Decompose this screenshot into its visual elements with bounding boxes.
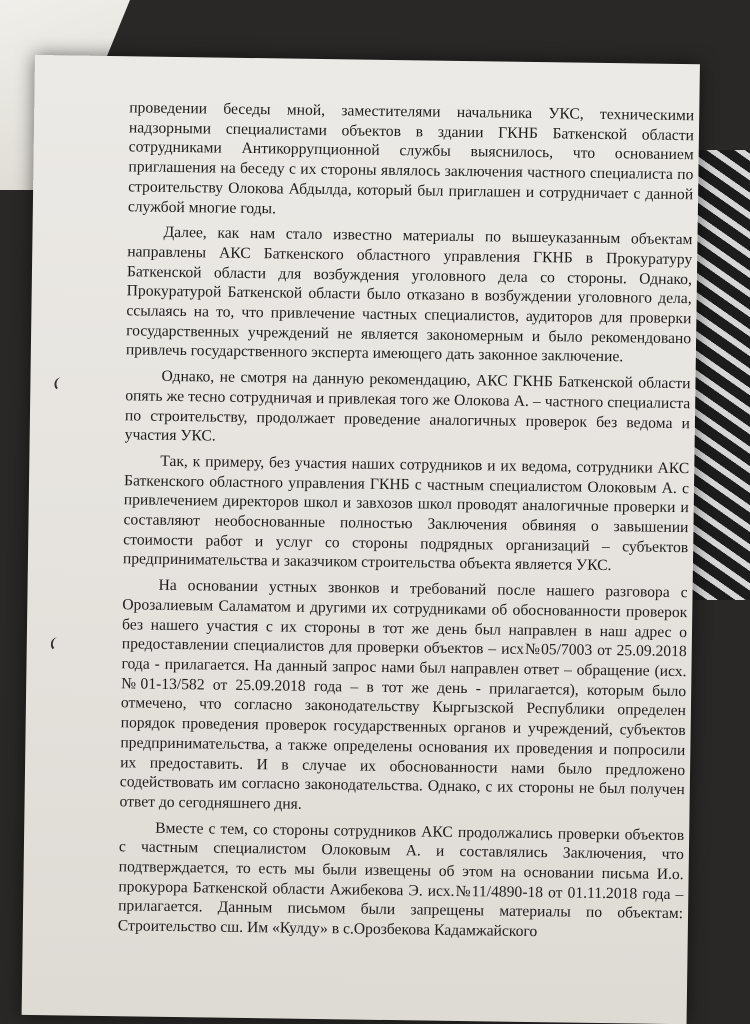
paragraph: Однако, не смотря на данную рекомендацию, АКС ГКНБ Баткенской области опять же тесно сотрудничая и привлекая того же Олокова А. – частного специалиста по строительству, продолжает проведение аналогичных проверок без ведома и участия УКС. — [124, 367, 691, 445]
paragraph: Вместе с тем, со стороны сотрудников АКС продолжались проверки объектов с частным специалистом Олоковым А. и составлялись Заключения, что подтверждается, то есть мы были извещены об этом на основании письма И.о. прокурора Баткенской области Ажибекова Э. исх.№11/4890-18 от 01.11.2018 года – прилагается. Данным письмом были запрещены материалы по объектам: Строительство сш. Им «Кулду» в с.Орозбекова Кадамжайского — [117, 819, 685, 941]
punch-hole-mark — [51, 637, 65, 651]
document-body — [118, 98, 695, 950]
paragraph: На основании устных звонков и требований после нашего разговора с Орозалиевым Саламатом и другими их сотрудниками об обоснованности проверок без нашего участия с их стороны в тот же день был направлен в наш адрес о предоставлении специалистов для проверки объектов – исх№05/7003 от 25.09.2018 года - прилагается. На данный запрос нами был направлен ответ – обращение (исх.№01-13/582 от 25.09.2018 года – в тот же день - прилагается), которым было отмечено, что согласно законодательству Кыргызской Республики определен порядок проведения проверок государственных органов и учреждений, субъектов предпринимательства, а также определены основания их проведения и попросили их предоставить. И в случае их обоснованности нами было предложено содействовать им согласно законодательства. Однако, с их стороны не был получен ответ до сегодняшнего дня. — [119, 576, 688, 813]
document-page — [22, 55, 700, 1024]
paragraph: Так, к примеру, без участия наших сотрудников и их ведома, сотрудники АКС Баткенского областного управления ГКНБ с частным специалистом Олоковым А. с привлечением директоров школ и завхозов школ проводят аналогичные проверки и составляют необоснованные полностью Заключения обвиняя о завышении стоимости работ и услуг со стороны подрядных организаций – субъектов предпринимательства и заказчиком строительства объекта является УКС. — [122, 452, 690, 575]
background-fabric — [690, 150, 750, 600]
paragraph: проведении беседы мной, заместителями начальника УКС, техническими надзорными специалистами объектов в здании ГКНБ Баткенской области сотрудниками Антикоррупционной службы выяснилось, что основанием приглашения на беседу с их стороны являлось заключения частного специалиста по строительству Олокова Абдылда, который был приглашен и сотрудничает с данной службой многие годы. — [127, 99, 695, 217]
paragraph: Далее, как нам стало известно материалы по вышеуказанным объектам направлены АКС Баткенского областного управления ГКНБ в Прокуратуру Баткенской области для возбуждения уголовного дела со стороны. Однако, Прокуратурой Баткенской области было отказано в возбуждении уголовного дела, ссылаясь на то, что привлечение частных специалистов, аудиторов для проверки государственных учреждений не является закономерным и было рекомендовано привлечь государственного эксперта имеющего дать законное заключение. — [125, 224, 693, 366]
punch-hole-mark — [54, 377, 68, 391]
